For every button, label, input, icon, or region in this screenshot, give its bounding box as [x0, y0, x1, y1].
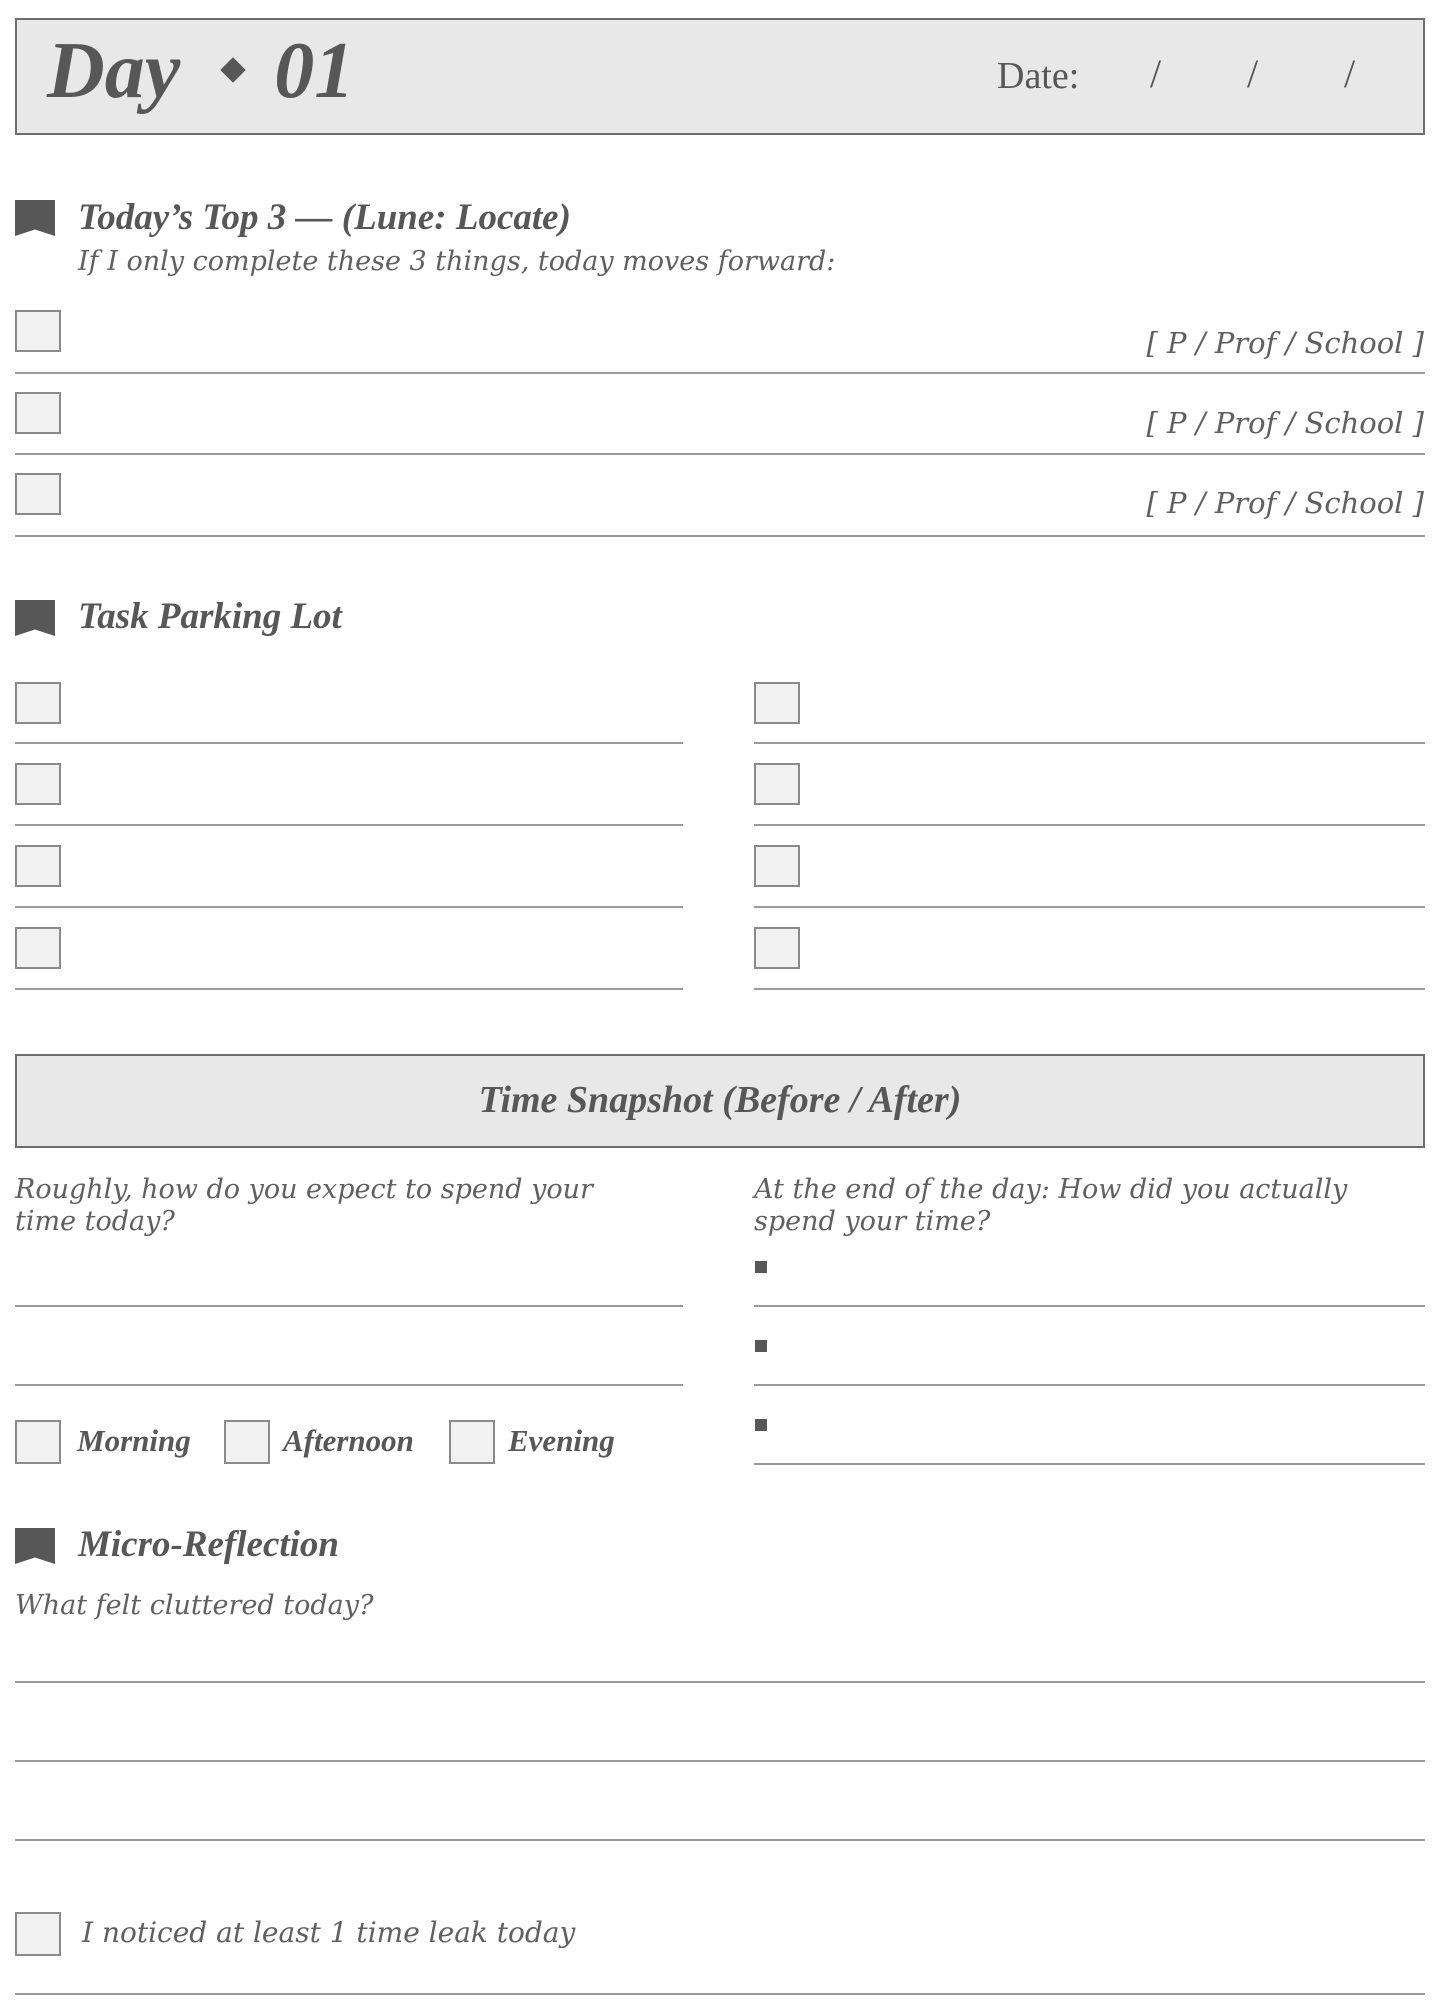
parking-line[interactable]	[15, 906, 683, 908]
top3-title: Today’s Top 3 — (Lune: Locate)	[78, 197, 571, 238]
parking-line[interactable]	[754, 906, 1425, 908]
day-label: Day	[47, 27, 181, 115]
micro-reflection-prompt: What felt cluttered today?	[15, 1590, 374, 1621]
time-snapshot-title: Time Snapshot (Before / After)	[478, 1079, 962, 1121]
morning-checkbox[interactable]	[15, 1420, 61, 1464]
before-question: Roughly, how do you expect to spend your time today?	[15, 1174, 593, 1237]
date-separator: /	[1344, 51, 1356, 96]
parking-line[interactable]	[754, 742, 1425, 744]
day-number: 01	[274, 27, 355, 115]
before-line[interactable]	[15, 1384, 683, 1386]
top3-tag-2: [ P / Prof / School ]	[1146, 406, 1424, 440]
top3-subtitle: If I only complete these 3 things, today moves forward:	[78, 246, 836, 277]
parking-line[interactable]	[754, 824, 1425, 826]
time-leak-line[interactable]	[15, 1993, 1425, 1995]
time-leak-label: I noticed at least 1 time leak today	[82, 1916, 576, 1949]
day-header	[15, 18, 1425, 135]
date-label: Date:	[997, 55, 1080, 97]
top3-line-1[interactable]	[15, 372, 1425, 374]
parking-line[interactable]	[15, 988, 683, 990]
after-line[interactable]	[754, 1305, 1425, 1307]
after-line[interactable]	[754, 1463, 1425, 1465]
parking-checkbox[interactable]	[15, 845, 61, 887]
bullet-icon	[755, 1261, 767, 1273]
top3-line-2[interactable]	[15, 453, 1425, 455]
before-line[interactable]	[15, 1305, 683, 1307]
parking-checkbox[interactable]	[15, 763, 61, 805]
bullet-icon	[755, 1340, 767, 1352]
parking-checkbox[interactable]	[754, 682, 800, 724]
parking-checkbox[interactable]	[15, 927, 61, 969]
top3-line-3[interactable]	[15, 535, 1425, 537]
reflection-line[interactable]	[15, 1839, 1425, 1841]
after-question: At the end of the day: How did you actually spend your time?	[754, 1174, 1348, 1237]
diamond-icon	[221, 57, 246, 82]
reflection-line[interactable]	[15, 1760, 1425, 1762]
date-separator: /	[1247, 51, 1259, 96]
evening-checkbox[interactable]	[449, 1420, 495, 1464]
top3-checkbox-1[interactable]	[15, 310, 61, 352]
day-title	[47, 26, 354, 117]
section-flag-icon	[15, 600, 55, 636]
parking-checkbox[interactable]	[754, 845, 800, 887]
time-snapshot-banner	[15, 1054, 1425, 1148]
parking-lot-title: Task Parking Lot	[78, 596, 342, 637]
time-leak-checkbox[interactable]	[15, 1912, 61, 1956]
afternoon-checkbox[interactable]	[224, 1420, 270, 1464]
micro-reflection-title: Micro-Reflection	[78, 1524, 340, 1565]
parking-line[interactable]	[754, 988, 1425, 990]
date-separator: /	[1150, 51, 1162, 96]
reflection-line[interactable]	[15, 1681, 1425, 1683]
parking-checkbox[interactable]	[754, 763, 800, 805]
afternoon-label: Afternoon	[283, 1423, 414, 1458]
top3-tag-1: [ P / Prof / School ]	[1146, 326, 1424, 360]
evening-label: Evening	[508, 1423, 615, 1458]
section-flag-icon	[15, 1528, 55, 1564]
parking-checkbox[interactable]	[15, 682, 61, 724]
bullet-icon	[755, 1419, 767, 1431]
parking-checkbox[interactable]	[754, 927, 800, 969]
top3-tag-3: [ P / Prof / School ]	[1146, 486, 1424, 520]
morning-label: Morning	[77, 1423, 191, 1458]
after-line[interactable]	[754, 1384, 1425, 1386]
top3-checkbox-3[interactable]	[15, 473, 61, 515]
top3-checkbox-2[interactable]	[15, 392, 61, 434]
parking-line[interactable]	[15, 824, 683, 826]
section-flag-icon	[15, 200, 55, 236]
parking-line[interactable]	[15, 742, 683, 744]
